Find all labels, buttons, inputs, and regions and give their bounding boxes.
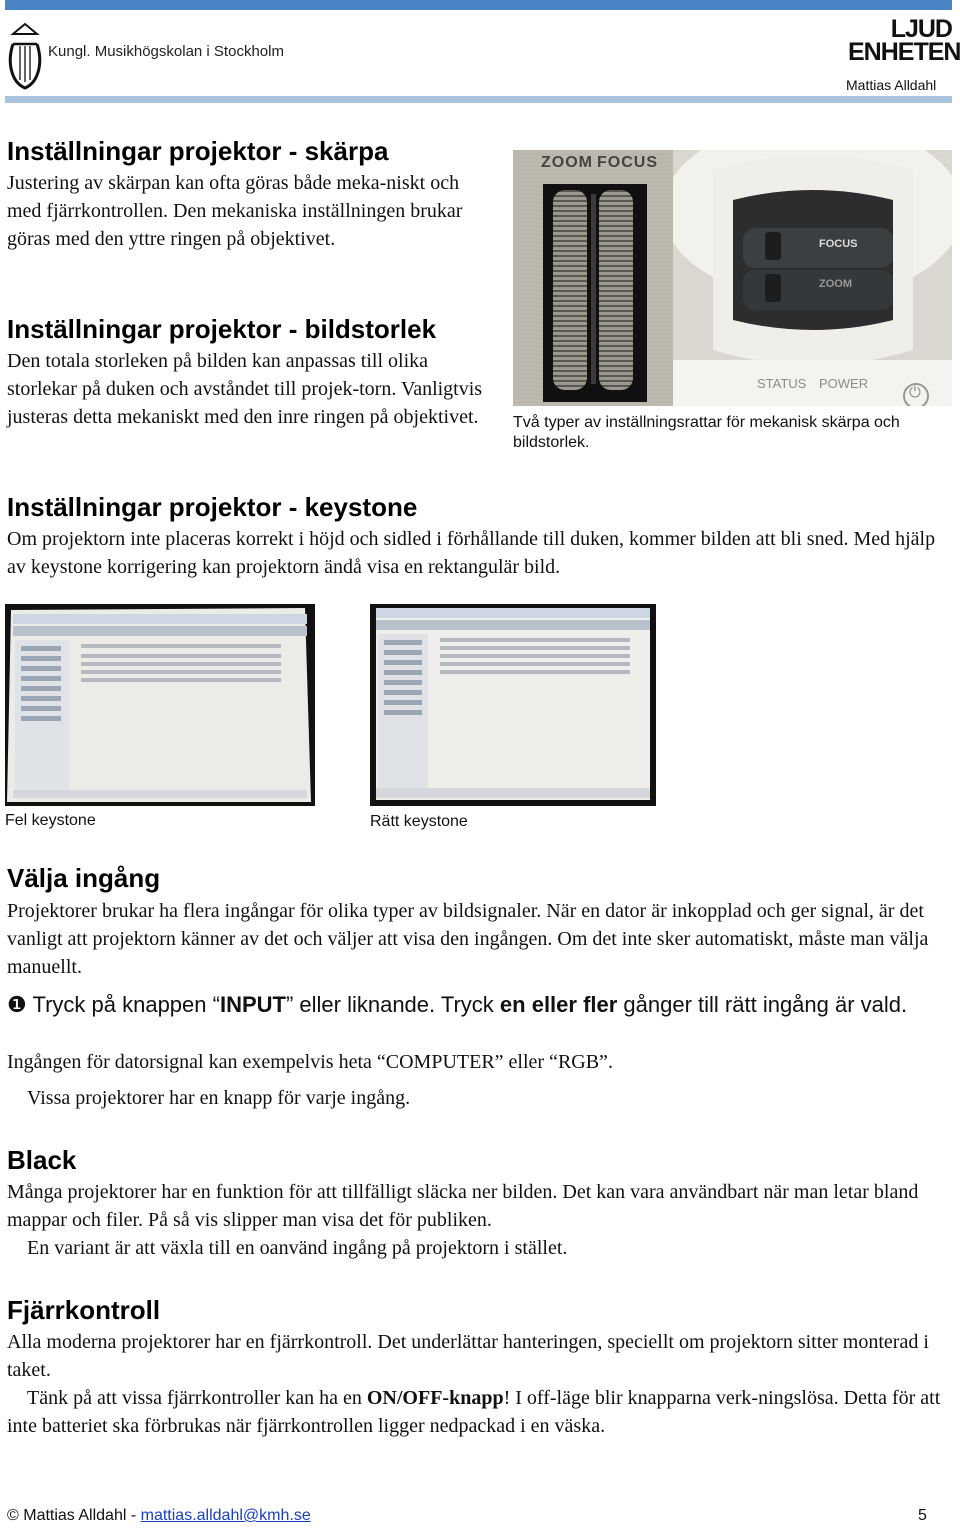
caption-rings: Två typer av inställningsrattar för mekanisk skärpa och bildstorlek. xyxy=(513,414,900,451)
heading-keystone: Inställningar projektor - keystone xyxy=(7,492,418,522)
header-top-bar xyxy=(5,0,952,10)
step-input-button-label: INPUT xyxy=(219,992,286,1017)
ring-label-zoom: ZOOM xyxy=(541,154,593,171)
text-onoff xyxy=(7,1384,952,1440)
photo-projector-buttons xyxy=(673,150,952,406)
button-label-focus: FOCUS xyxy=(819,238,858,250)
heading-skarpa: Inställningar projektor - skärpa xyxy=(7,136,389,166)
footer-author xyxy=(7,1507,311,1525)
text-onoff-a: Tänk på att vissa fjärrkontroller kan ha en xyxy=(27,1387,367,1409)
kmh-lyre-logo xyxy=(5,22,45,92)
text-knapp-per-ingang: Vissa projektorer har en knapp för varje ingång. xyxy=(27,1087,411,1109)
header-author: Mattias Alldahl xyxy=(846,77,937,93)
text-black-variant: En variant är att växla till en oanvänd ingång på projektorn i stället. xyxy=(27,1237,568,1259)
photo-right-keystone xyxy=(370,604,656,806)
ljudenheten-logo xyxy=(848,15,960,66)
footer-copyright: © Mattias Alldahl - xyxy=(7,1507,141,1524)
text-keystone: Om projektorn inte placeras korrekt i höjd och sidled i förhållande till duken, kommer bilden att bli sned. Med hjälp av keystone korrigering kan projektorn ändå visa en rektangulär bild. xyxy=(7,528,936,578)
text-skarpa: Justering av skärpan kan ofta göras både meka-niskt och med fjärrkontrollen. Den mekaniska inställningen brukar göras med den yttre ringen på objektivet. xyxy=(7,172,463,250)
step-number-icon: ❶ xyxy=(7,992,27,1017)
text-fjarrkontroll: Alla moderna projektorer har en fjärrkontroll. Det underlättar hanteringen, speciellt om projektorn sitter monterad i taket. xyxy=(7,1331,929,1381)
text-onoff-c: ! I off-läge blir knapparna verk-ningslösa. Detta för att inte batteriet ska förbrukas när fjärrkontrollen ligger nedpackad i en väska. xyxy=(7,1387,941,1437)
heading-bildstorlek: Inställningar projektor - bildstorlek xyxy=(7,314,437,344)
onoff-button-label: ON/OFF-knapp xyxy=(366,1387,504,1409)
caption-right-keystone: Rätt keystone xyxy=(370,813,468,830)
text-bildstorlek: Den totala storleken på bilden kan anpassas till olika storlekar på duken och avståndet till projek-torn. Vanligtvis justeras detta mekaniskt med den inre ringen på objektivet. xyxy=(7,350,483,428)
page-number: 5 xyxy=(918,1507,927,1524)
logo-line-2: ENHETEN xyxy=(848,38,960,66)
institution-name: Kungl. Musikhögskolan i Stockholm xyxy=(48,43,284,60)
text-valja-ingang: Projektorer brukar ha flera ingångar för olika typer av bildsignaler. När en dator är inkopplad och ger signal, är det vanligt att projektorn känner av det och väljer att visa den ingången. Om det inte sker automatiskt, måste man välja manuellt. xyxy=(7,900,929,978)
power-label: POWER xyxy=(819,376,869,391)
logo-line-1: LJUD xyxy=(890,15,952,43)
text-black: Många projektorer har en funktion för att tillfälligt släcka ner bilden. Det kan vara användbart när man letar bland mappar och filer. På så vis slipper man visa det för publiken. xyxy=(7,1181,919,1231)
status-label: STATUS xyxy=(757,376,807,391)
text-computer-rgb: Ingången för datorsignal kan exempelvis heta “COMPUTER” eller “RGB”. xyxy=(7,1051,613,1073)
photo-zoom-focus-rings xyxy=(513,150,673,406)
footer-email-link[interactable]: mattias.alldahl@kmh.se xyxy=(140,1507,311,1524)
photo-wrong-keystone xyxy=(5,604,315,806)
ring-label-focus: FOCUS xyxy=(597,154,658,171)
step-text-d: en eller fler xyxy=(499,992,618,1017)
step-text-c: ” eller liknande. Tryck xyxy=(285,992,500,1017)
header-divider xyxy=(5,96,952,103)
step-text-a: Tryck på knappen “ xyxy=(26,992,220,1017)
caption-wrong-keystone: Fel keystone xyxy=(5,812,96,829)
step-input xyxy=(7,991,952,1019)
heading-black: Black xyxy=(7,1145,77,1175)
step-text-e: gånger till rätt ingång är vald. xyxy=(617,992,908,1017)
heading-valja-ingang: Välja ingång xyxy=(7,863,161,893)
button-label-zoom: ZOOM xyxy=(819,278,852,290)
power-icon: ⏻ xyxy=(909,384,921,401)
heading-fjarrkontroll: Fjärrkontroll xyxy=(7,1295,161,1325)
